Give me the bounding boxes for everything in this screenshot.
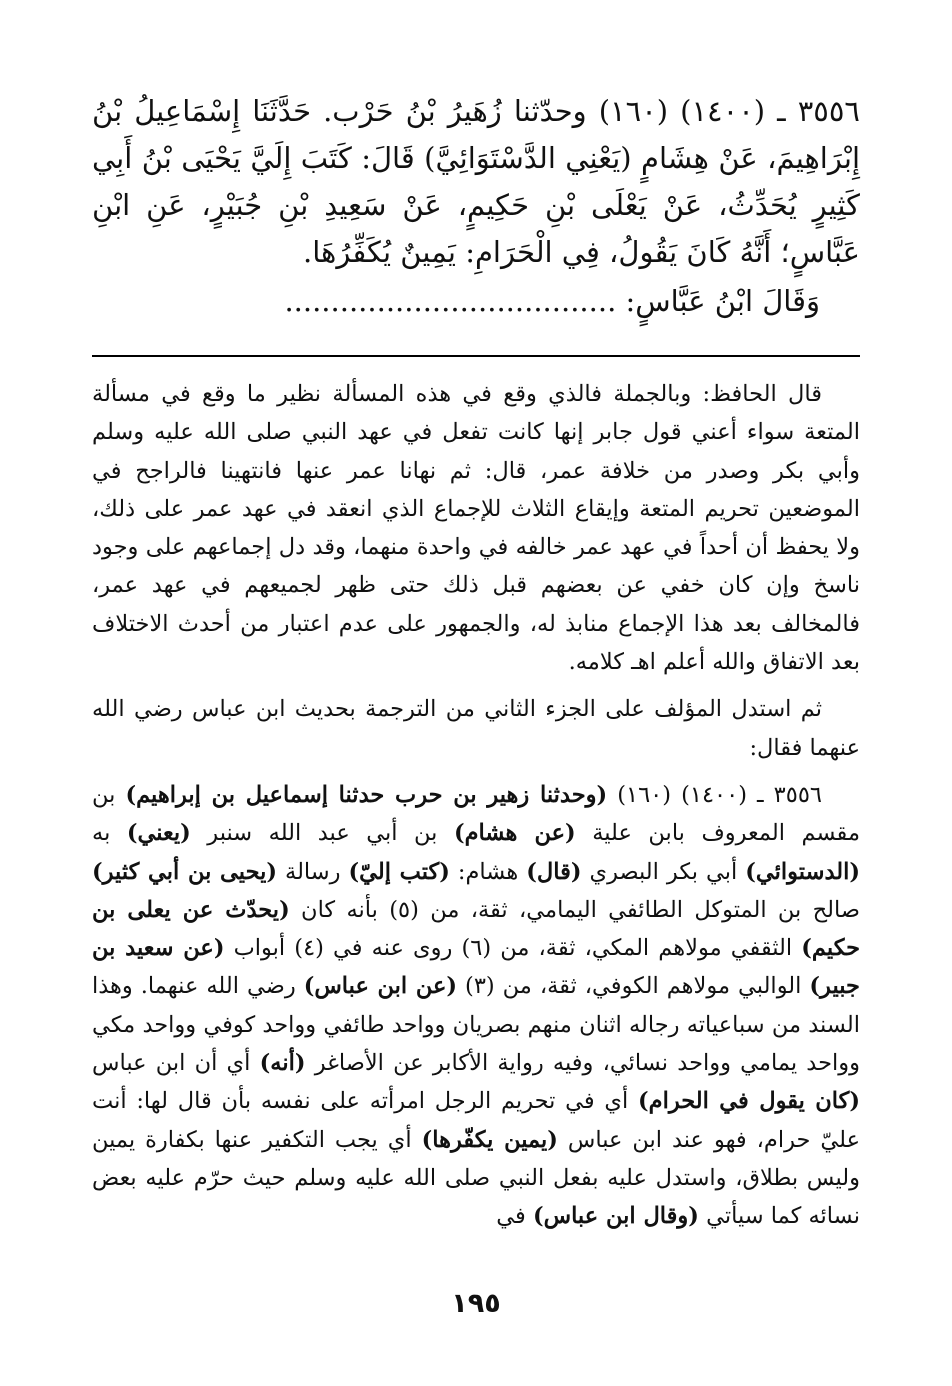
- commentary-paragraph-1: قال الحافظ: وبالجملة فالذي وقع في هذه المسألة نظير ما وقع في مسألة المتعة سواء أعني قول جابر إنها كانت تفعل في عهد النبي صلى الله عليه وسلم وأبي بكر وصدر من خلافة عمر، قال: ثم نهانا عمر عنها فانتهينا فالراجح في الموضعين تحريم المتعة وإيقاع الثلاث للإجماع الذي انعقد في عهد عمر على ذلك، ولا يحفظ أن أحداً في عهد عمر خالفه في واحدة منهما، وقد دل إجماعهم على وجود ناسخ وإن كان خفي عن بعضهم قبل ذلك حتى ظهر لجميعهم في عهد عمر، فالمخالف بعد هذا الإجماع منابذ له، والجمهور على عدم اعتبار من أحدث الاختلاف بعد الاتفاق والله أعلم اهـ كلامه.: [92, 381, 860, 676]
- continuation-text: وَقَالَ ابْنُ عَبَّاسٍ:: [625, 284, 820, 318]
- footnote-divider: [92, 355, 860, 357]
- book-page: [92, 88, 860, 1386]
- page-number: ١٩٥: [451, 1288, 501, 1319]
- explanation: الوالبي مولاهم الكوفي، ثقة، من (٣): [457, 973, 810, 1000]
- quoted-matn: (وقال ابن عباس): [532, 1203, 699, 1230]
- explanation: أي في تحريم الرجل امرأته على نفسه بأن قال لها: أنت عليّ حرام، فهو عند ابن عباس: [92, 1088, 860, 1153]
- explanation: صالح بن المتوكل الطائفي اليمامي، ثقة، من (٥) بأنه كان: [289, 896, 860, 923]
- hadith-number: ٣٥٥٦ ـ (١٤٠٠) (١٦٠): [607, 781, 822, 808]
- quoted-matn: (يمين يكفّرها): [421, 1126, 558, 1153]
- explanation: به: [92, 820, 127, 847]
- commentary: [92, 375, 860, 1236]
- explanation: بن أبي عبد الله سنبر: [190, 820, 454, 847]
- commentary-paragraph-3: [92, 776, 860, 1236]
- quoted-matn: (كان يقول في الحرام): [638, 1088, 860, 1115]
- ellipsis-dots: ....................................: [284, 284, 617, 318]
- explanation: هشام:: [449, 858, 527, 885]
- quoted-matn: (وحدثنا زهير بن حرب حدثنا إسماعيل بن إبراهيم): [125, 781, 608, 808]
- quoted-matn: (الدستوائي): [745, 858, 861, 885]
- explanation: في: [496, 1203, 533, 1230]
- quoted-matn: (عن هشام): [453, 820, 576, 847]
- explanation: أي يجب التكفير عنها بكفارة يمين وليس بطلاق، واستدل عليه بفعل النبي صلى الله عليه وسلم حيث حرّم عليه بعض نسائه كما سيأتي: [92, 1126, 860, 1230]
- quoted-matn: (عن سعيد بن جبير): [92, 935, 860, 1000]
- explanation: رضي الله عنهما. وهذا السند من سباعياته رجاله اثنان منهم بصريان وواحد طائفي وواحد كوفي وواحد مكي وواحد يمامي وواحد نسائي، وفيه رواية الأكابر عن الأصاغر: [92, 973, 860, 1077]
- explanation: أي أن ابن عباس: [92, 1050, 260, 1077]
- quoted-matn: (كتب إليّ): [348, 858, 450, 885]
- quoted-matn: (أنه): [259, 1050, 306, 1077]
- quoted-matn: (قال): [526, 858, 582, 885]
- hadith-continuation: [92, 278, 820, 325]
- hadith-text: ٣٥٥٦ ـ (١٤٠٠) (١٦٠) وحدّثنا زُهَيرُ بْنُ حَرْب. حَدَّثَنَا إِسْمَاعِيلُ بْنُ إِبْرَاهِيمَ، عَنْ هِشَامٍ (يَعْنِي الدَّسْتَوَائِيَّ) قَالَ: كَتَبَ إِلَيَّ يَحْيَى بْنُ أَبِي كَثِيرٍ يُحَدِّثُ، عَنْ يَعْلَى بْنِ حَكِيمٍ، عَنْ سَعِيدِ بْنِ جُبَيْرٍ، عَنِ ابْنِ عَبَّاسٍ؛ أَنَّهُ كَانَ يَقُولُ، فِي الْحَرَامِ: يَمِينٌ يُكَفِّرُهَا.: [92, 94, 860, 269]
- explanation: بن مقسم المعروف بابن علية: [92, 781, 860, 847]
- quoted-matn: (يحيى بن أبي كثير): [92, 858, 278, 885]
- explanation: الثقفي مولاهم المكي، ثقة، من (٦) روى عنه في (٤) أبواب: [224, 935, 802, 962]
- quoted-matn: (يحدّث عن يعلى بن حكيم): [92, 896, 861, 962]
- explanation: أبي بكر البصري: [581, 858, 746, 885]
- quoted-matn: (يعني): [126, 820, 191, 847]
- explanation: رسالة: [277, 858, 349, 885]
- commentary-paragraph-2: ثم استدل المؤلف على الجزء الثاني من الترجمة بحديث ابن عباس رضي الله عنهما فقال:: [92, 696, 860, 761]
- quoted-matn: (عن ابن عباس): [303, 973, 458, 1000]
